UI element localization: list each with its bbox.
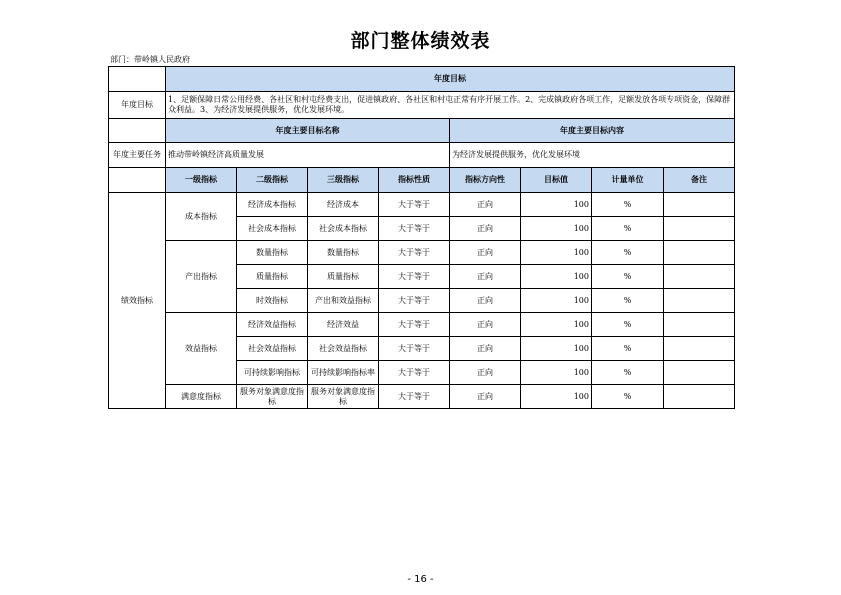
col-level2: 二级指标 [237,168,308,193]
target-cell: 100 [521,385,592,409]
target-cell: 100 [521,289,592,313]
target-cell: 100 [521,337,592,361]
level1-cell: 产出指标 [166,241,237,313]
remark-cell [664,289,735,313]
table-row [109,313,735,337]
column-header-row [109,168,735,193]
level3-cell: 可持续影响指标率 [308,361,379,385]
nature-cell: 大于等于 [379,385,450,409]
remark-cell [664,265,735,289]
col-direction: 指标方向性 [450,168,521,193]
level2-cell: 数量指标 [237,241,308,265]
main-goal-content-header: 年度主要目标内容 [450,119,735,143]
level3-cell: 社会成本指标 [308,217,379,241]
level2-cell: 社会效益指标 [237,337,308,361]
nature-cell: 大于等于 [379,265,450,289]
level3-cell: 产出和效益指标 [308,289,379,313]
main-task-label: 年度主要任务 [109,143,166,168]
remark-cell [664,313,735,337]
target-cell: 100 [521,193,592,217]
remark-cell [664,193,735,217]
col-nature: 指标性质 [379,168,450,193]
direction-cell: 正向 [450,217,521,241]
level1-cell: 满意度指标 [166,385,237,409]
level2-cell: 服务对象满意度指标 [237,385,308,409]
nature-cell: 大于等于 [379,313,450,337]
remark-cell [664,241,735,265]
col-unit: 计量单位 [592,168,664,193]
level2-cell: 经济效益指标 [237,313,308,337]
col-level1: 一级指标 [166,168,237,193]
nature-cell: 大于等于 [379,217,450,241]
level3-cell: 经济效益 [308,313,379,337]
main-goal-header-row [109,119,735,143]
level2-cell: 社会成本指标 [237,217,308,241]
remark-cell [664,337,735,361]
main-goal-name-header: 年度主要目标名称 [166,119,450,143]
target-cell: 100 [521,361,592,385]
direction-cell: 正向 [450,361,521,385]
target-cell: 100 [521,241,592,265]
unit-cell: % [592,289,664,313]
level2-cell: 可持续影响指标 [237,361,308,385]
col-level3: 三级指标 [308,168,379,193]
direction-cell: 正向 [450,385,521,409]
nature-cell: 大于等于 [379,361,450,385]
direction-cell: 正向 [450,337,521,361]
remark-cell [664,217,735,241]
unit-cell: % [592,361,664,385]
annual-goal-text: 1、足额保障日常公用经费、各社区和村屯经费支出，促进镇政府、各社区和村屯正常有序开展工作。2、完成镇政府各项工作，足额发放各项专项资金，保障群众利益。3、为经济发展提供服务，优化发展环境。 [166,92,735,119]
annual-goal-label: 年度目标 [109,92,166,119]
page-number: - 16 - [407,574,434,585]
perf-indicator-label: 绩效指标 [109,193,166,409]
unit-cell: % [592,241,664,265]
annual-goal-header-row [109,67,735,92]
col-remark: 备注 [664,168,735,193]
nature-cell: 大于等于 [379,289,450,313]
level3-cell: 经济成本 [308,193,379,217]
target-cell: 100 [521,265,592,289]
table-row [109,385,735,409]
level1-cell: 效益指标 [166,313,237,385]
performance-table [108,66,735,409]
department-label: 部门：带岭镇人民政府 [110,55,190,64]
nature-cell: 大于等于 [379,193,450,217]
level2-cell: 经济成本指标 [237,193,308,217]
level1-cell: 成本指标 [166,193,237,241]
remark-cell [664,385,735,409]
page-title: 部门整体绩效表 [350,30,491,52]
unit-cell: % [592,313,664,337]
target-cell: 100 [521,217,592,241]
nature-cell: 大于等于 [379,241,450,265]
direction-cell: 正向 [450,265,521,289]
annual-goal-row [109,92,735,119]
level2-cell: 质量指标 [237,265,308,289]
level3-cell: 数量指标 [308,241,379,265]
table-row [109,241,735,265]
unit-cell: % [592,217,664,241]
level3-cell: 质量指标 [308,265,379,289]
unit-cell: % [592,265,664,289]
direction-cell: 正向 [450,289,521,313]
main-task-name: 推动带岭镇经济高质量发展 [166,143,450,168]
level2-cell: 时效指标 [237,289,308,313]
unit-cell: % [592,385,664,409]
unit-cell: % [592,193,664,217]
nature-cell: 大于等于 [379,337,450,361]
remark-cell [664,361,735,385]
level3-cell: 服务对象满意度指标 [308,385,379,409]
table-row [109,193,735,217]
direction-cell: 正向 [450,241,521,265]
direction-cell: 正向 [450,313,521,337]
main-task-content: 为经济发展提供服务，优化发展环境 [450,143,735,168]
col-target: 目标值 [521,168,592,193]
level3-cell: 社会效益指标 [308,337,379,361]
unit-cell: % [592,337,664,361]
annual-goal-header: 年度目标 [166,67,735,92]
direction-cell: 正向 [450,193,521,217]
main-task-row [109,143,735,168]
target-cell: 100 [521,313,592,337]
